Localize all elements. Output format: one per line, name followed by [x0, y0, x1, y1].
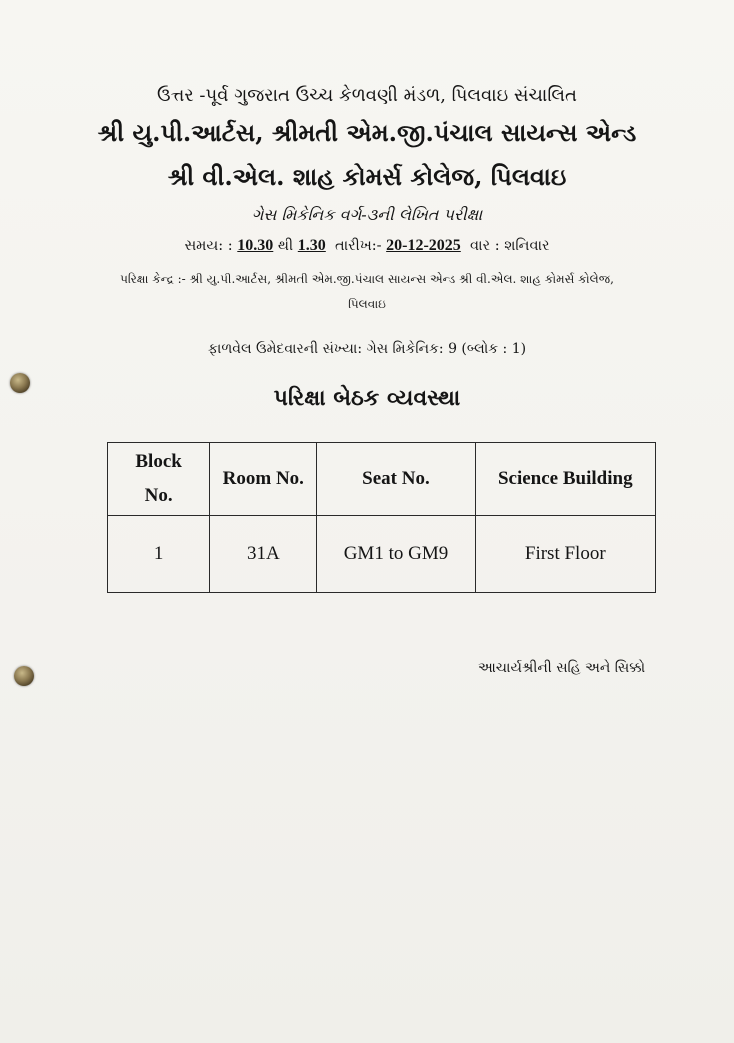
table-row	[108, 516, 656, 593]
header-block-no	[108, 443, 210, 516]
seating-table	[107, 442, 656, 593]
header-room-no: Room No.	[210, 443, 317, 516]
principal-signature-label: આચાર્યશ્રીની સહિ અને સિક્કો	[478, 660, 646, 676]
table-header-row	[108, 443, 656, 516]
cell-seat: GM1 to GM9	[317, 516, 475, 593]
end-time: 1.30	[297, 237, 326, 254]
cell-room: 31A	[210, 516, 317, 593]
exam-center-line2: પિલવાઇ	[348, 297, 386, 311]
start-time: 10.30	[237, 237, 274, 254]
punch-hole-bottom	[14, 666, 34, 686]
exam-title: ગેસ મિકેનિક વર્ગ-૩ની લેખિત પરીક્ષા	[251, 205, 483, 224]
candidate-count: ફાળવેલ ઉમેદવારની સંખ્યા: ગેસ મિકેનિક: 9 (બ્લોક : 1)	[207, 341, 527, 357]
cell-block: 1	[108, 516, 210, 593]
header-seat-no: Seat No.	[317, 443, 475, 516]
header-science-building: Science Building	[475, 443, 655, 516]
day-label: વાર : શનિવાર	[470, 238, 550, 254]
college-name-line1: શ્રી યુ.પી.આર્ટસ, શ્રીમતી એમ.જી.પંચાલ સાયન્સ એન્ડ	[97, 118, 637, 147]
exam-center-line1: પરિક્ષા કેન્દ્ર :- શ્રી યુ.પી.આર્ટસ, શ્રીમતી એમ.જી.પંચાલ સાયન્સ એન્ડ શ્રી વી.એલ. શાહ કોમર્સ કોલેજ,	[120, 272, 614, 286]
college-name-line2: શ્રી વી.એલ. શાહ કોમર્સ કોલેજ, પિલવાઇ	[167, 162, 567, 191]
trust-name: ઉત્તર -પૂર્વ ગુજરાત ઉચ્ચ કેળવણી મંડળ, પિલવાઇ સંચાલિત	[157, 85, 577, 106]
exam-date: 20-12-2025	[386, 237, 461, 254]
date-label: તારીખ:-	[335, 238, 382, 254]
to-label: થી	[277, 238, 294, 254]
exam-schedule	[0, 237, 734, 255]
header-block-no-label: Block No.	[135, 451, 182, 506]
cell-floor: First Floor	[475, 516, 655, 593]
time-label: સમય: :	[184, 238, 233, 254]
section-title: પરિક્ષા બેઠક વ્યવસ્થા	[273, 385, 461, 411]
